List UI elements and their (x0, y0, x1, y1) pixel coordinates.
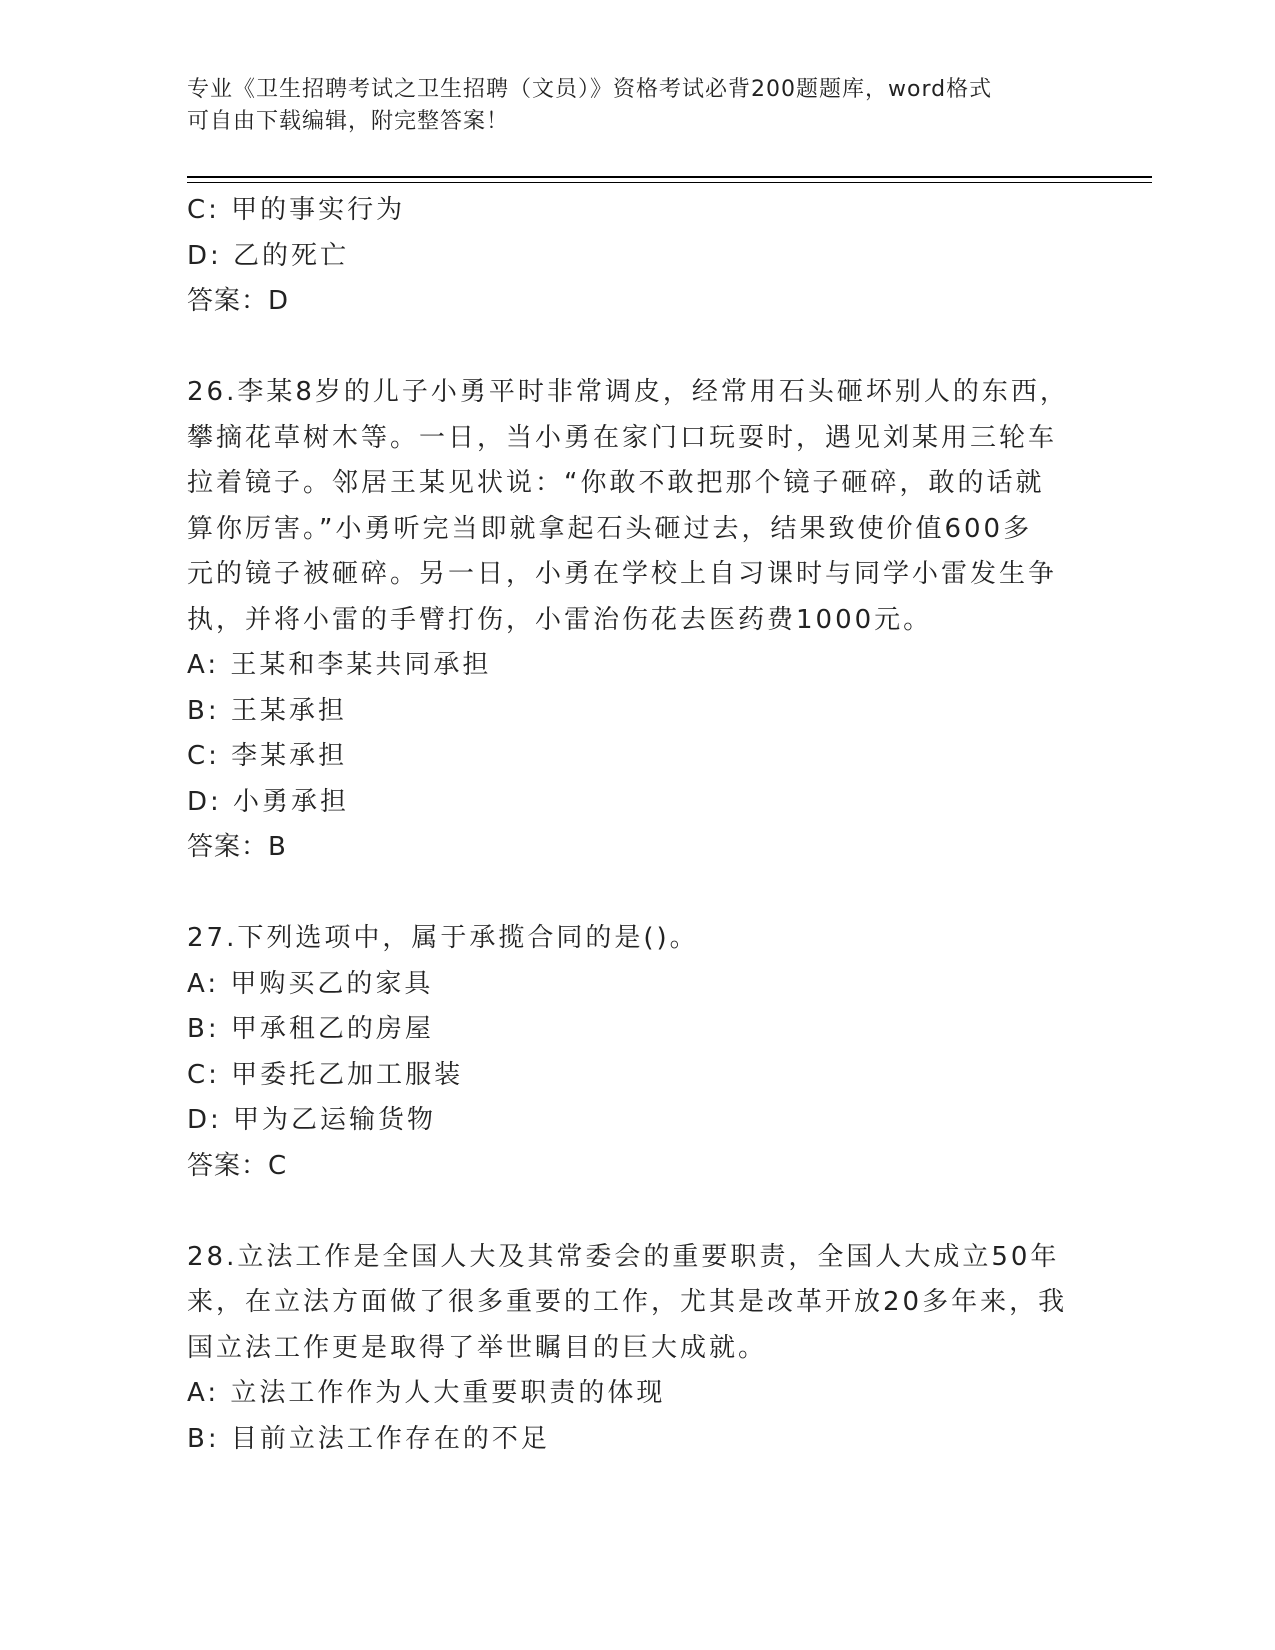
question-text-line: 26.李某8岁的儿子小勇平时非常调皮，经常用石头砸坏别人的东西， (187, 377, 1069, 407)
question-content (187, 188, 1087, 1462)
question-text-line: 元的镜子被砸碎。另一日，小勇在学校上自习课时与同学小雷发生争 (187, 559, 1058, 589)
question-text-line: 28.立法工作是全国人大及其常委会的重要职责，全国人大成立50年 (187, 1241, 1060, 1272)
header-rule-thick (187, 176, 1152, 178)
answer: 答案：C (187, 1150, 288, 1181)
header-rule-thin (187, 182, 1152, 183)
option-c: C: 甲委托乙加工服装 (187, 1059, 464, 1090)
option-a: A: 立法工作作为人大重要职责的体现 (187, 1378, 666, 1408)
question-text-line: 攀摘花草树木等。一日，当小勇在家门口玩耍时，遇见刘某用三轮车 (187, 422, 1058, 453)
option-d: D: 乙的死亡 (187, 240, 350, 271)
question-27 (187, 916, 1087, 1189)
option-a: A: 王某和李某共同承担 (187, 650, 492, 680)
question-text-line: 27.下列选项中，属于承揽合同的是()。 (187, 923, 699, 953)
header-line-1: 专业《卫生招聘考试之卫生招聘（文员）》资格考试必背200题题库，word格式 (187, 77, 993, 102)
question-text-line: 拉着镜子。邻居王某见状说：“你敢不敢把那个镜子砸碎，敢的话就 (187, 468, 1045, 498)
question-26 (187, 370, 1087, 871)
question-text-line: 执，并将小雷的手臂打伤，小雷治伤花去医药费1000元。 (187, 604, 933, 635)
header-line-2: 可自由下载编辑，附完整答案！ (187, 109, 510, 134)
answer: 答案：D (187, 286, 290, 316)
question-text-line: 算你厉害。”小勇听完当即就拿起石头砸过去，结果致使价值600多 (187, 513, 1033, 544)
question-28 (187, 1235, 1087, 1463)
option-b: B: 甲承租乙的房屋 (187, 1014, 434, 1044)
option-c: C: 甲的事实行为 (187, 195, 406, 225)
option-c: C: 李某承担 (187, 741, 348, 771)
option-d: D: 甲为乙运输货物 (187, 1105, 437, 1135)
answer: 答案：B (187, 832, 287, 862)
option-d: D: 小勇承担 (187, 786, 350, 817)
option-b: B: 目前立法工作存在的不足 (187, 1423, 550, 1454)
previous-question-tail (187, 188, 1087, 325)
page-header (187, 74, 1067, 138)
option-a: A: 甲购买乙的家具 (187, 968, 434, 999)
question-text-line: 来，在立法方面做了很多重要的工作，尤其是改革开放20多年来，我 (187, 1287, 1068, 1317)
option-b: B: 王某承担 (187, 695, 347, 726)
question-text-line: 国立法工作更是取得了举世瞩目的巨大成就。 (187, 1332, 768, 1363)
